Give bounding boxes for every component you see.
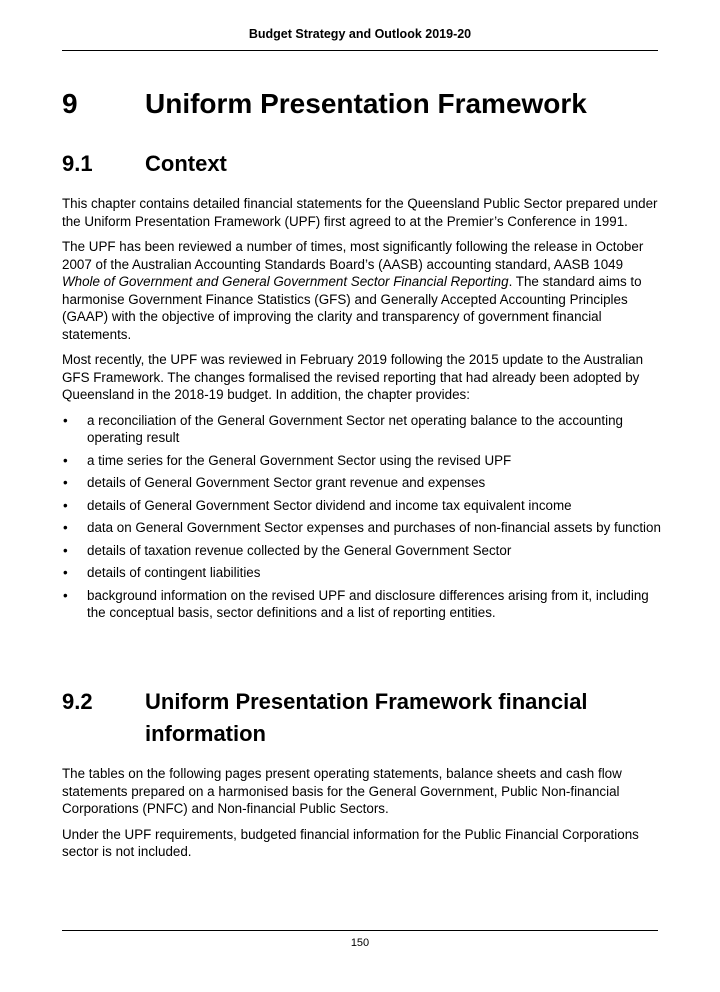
section-number: 9.1: [62, 151, 93, 176]
header-rule: [62, 50, 658, 51]
paragraph: Most recently, the UPF was reviewed in February 2019 following the 2015 update to the Australian GFS Framework. The changes formalised the revised reporting that had already been adopted by Queensland in the 2018-19 budget. In addition, the chapter provides:: [62, 352, 644, 402]
context-body: [62, 195, 662, 627]
list-item: [62, 564, 662, 582]
bullet-icon: •: [63, 565, 68, 580]
list-item: [62, 497, 662, 515]
list-item: [62, 542, 662, 560]
page-number: 150: [350, 937, 370, 949]
list-item-text: a time series for the General Government Sector using the revised UPF: [87, 452, 512, 468]
list-item: [62, 412, 662, 447]
bullet-icon: •: [63, 412, 68, 428]
list-item-text: details of General Government Sector dividend and income tax equivalent income: [87, 497, 572, 513]
standard-title: Whole of Government and General Government Sector Financial Reporting: [62, 274, 509, 289]
upf-info-body: [62, 765, 662, 869]
bullet-icon: •: [63, 520, 68, 535]
paragraph: Under the UPF requirements, budgeted financial information for the Public Financial Corporations sector is not included.: [62, 826, 639, 859]
list-item: [62, 452, 662, 470]
list-item-text: data on General Government Sector expenses and purchases of non-financial assets by function: [87, 520, 661, 535]
paragraph-text: . The standard aims to harmonise Government Finance Statistics (GFS) and Generally Accepted Accounting Principles (GAAP) with the objective of improving the clarity and transparency of government financial statements.: [62, 274, 642, 342]
list-item-text: details of contingent liabilities: [87, 565, 261, 580]
paragraph: [62, 238, 662, 343]
chapter-number: 9: [62, 88, 78, 119]
list-item-text: details of taxation revenue collected by the General Government Sector: [87, 542, 512, 558]
list-item: [62, 519, 662, 537]
footer-rule: [62, 930, 658, 931]
bullet-icon: •: [63, 542, 68, 558]
bullet-icon: •: [63, 587, 68, 603]
paragraph: The tables on the following pages present operating statements, balance sheets and cash flow statements prepared on a harmonised basis for the General Government, Public Non-financial Corporations (PNFC) and Non-financial Public Sectors.: [62, 766, 622, 816]
bullet-icon: •: [63, 452, 68, 468]
list-item: [62, 474, 662, 492]
running-header: Budget Strategy and Outlook 2019-20: [248, 27, 472, 41]
paragraph-text: The UPF has been reviewed a number of times, most significantly following the release in October 2007 of the Australian Accounting Standards Board’s (AASB) accounting standard, AASB 1049: [62, 239, 644, 272]
bullet-icon: •: [63, 497, 68, 513]
section-title: Context: [145, 151, 227, 176]
section-number: 9.2: [62, 689, 93, 714]
bullet-list: [62, 412, 662, 622]
list-item-text: background information on the revised UPF and disclosure differences arising from it, including the conceptual basis, sector definitions and a list of reporting entities.: [87, 587, 649, 620]
bullet-icon: •: [63, 475, 68, 490]
list-item-text: a reconciliation of the General Government Sector net operating balance to the accounting operating result: [87, 412, 623, 445]
chapter-title: Uniform Presentation Framework: [145, 88, 587, 119]
list-item: [62, 587, 662, 622]
paragraph: This chapter contains detailed financial statements for the Queensland Public Sector prepared under the Uniform Presentation Framework (UPF) first agreed to at the Premier’s Conference in 1991.: [62, 196, 658, 229]
list-item-text: details of General Government Sector grant revenue and expenses: [87, 475, 486, 490]
section-title: Uniform Presentation Framework financial information: [145, 689, 588, 746]
